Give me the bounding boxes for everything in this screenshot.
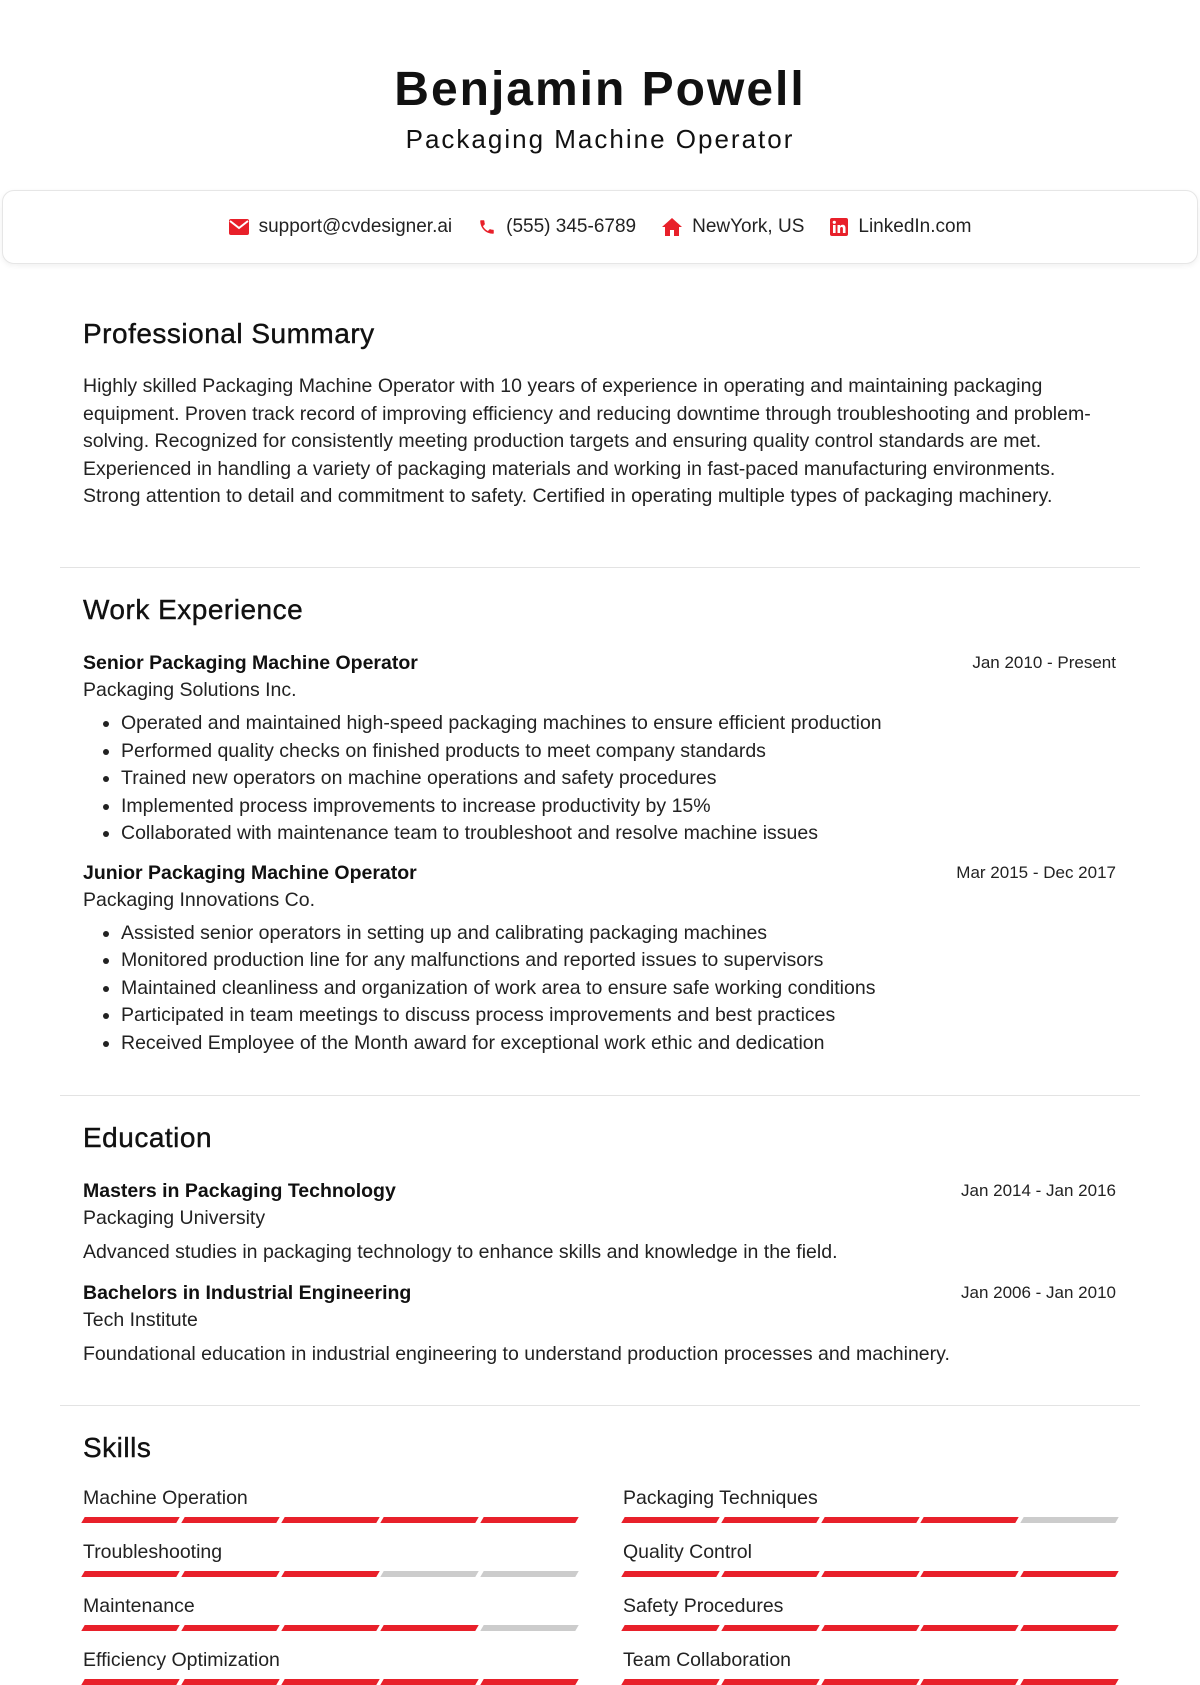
job-dates: Jan 2010 - Present: [972, 653, 1116, 672]
resume-header: [0, 0, 1200, 154]
skill-segment-filled: [81, 1625, 179, 1631]
skill-name: Packaging Techniques: [623, 1487, 818, 1509]
skill-segment-filled: [281, 1679, 379, 1685]
skill-level-bar: [623, 1571, 1117, 1577]
degree-title: Masters in Packaging Technology: [83, 1180, 396, 1202]
school-name: Tech Institute: [83, 1309, 198, 1331]
skill-segment-filled: [621, 1679, 719, 1685]
skill-segment-filled: [821, 1679, 919, 1685]
summary-section: [60, 318, 1140, 511]
home-icon: [662, 218, 682, 236]
skill-item: [83, 1594, 577, 1631]
skill-item: [623, 1594, 1117, 1631]
skill-item: [623, 1540, 1117, 1577]
experience-section: [60, 594, 1140, 1057]
skill-segment-filled: [621, 1571, 719, 1577]
job-company: Packaging Innovations Co.: [83, 888, 315, 911]
skill-segment-filled: [1020, 1571, 1118, 1577]
skill-segment-filled: [621, 1625, 719, 1631]
school-name: Packaging University: [83, 1207, 266, 1229]
contact-location: [662, 216, 804, 238]
skill-segment-filled: [181, 1571, 279, 1577]
candidate-title: Packaging Machine Operator: [405, 124, 795, 154]
list-item: • Performed quality checks on finished products to meet company standards: [121, 738, 1116, 766]
skill-name: Efficiency Optimization: [83, 1649, 280, 1671]
skill-name: Troubleshooting: [83, 1541, 223, 1563]
skill-segment-filled: [1020, 1679, 1118, 1685]
list-item: • Monitored production line for any malfunctions and reported issues to supervisors: [121, 947, 1116, 975]
skill-segment-filled: [281, 1517, 379, 1523]
education-dates: Jan 2006 - Jan 2010: [960, 1283, 1116, 1302]
skill-item: [83, 1540, 577, 1577]
list-item: • Maintained cleanliness and organization of work area to ensure safe working conditions: [121, 975, 1116, 1003]
skill-segment-filled: [480, 1517, 578, 1523]
skill-segment-empty: [1020, 1517, 1118, 1523]
contact-linkedin-text: LinkedIn.com: [858, 216, 972, 237]
skill-item: [83, 1486, 577, 1523]
experience-heading: Work Experience: [83, 594, 304, 625]
list-item: • Participated in team meetings to discuss process improvements and best practices: [121, 1002, 1116, 1030]
skill-segment-filled: [381, 1679, 479, 1685]
skill-segment-filled: [381, 1517, 479, 1523]
job-bullets: [83, 920, 1116, 1058]
skill-segment-filled: [181, 1517, 279, 1523]
skill-item: [623, 1648, 1117, 1685]
education-entry: [83, 1178, 1116, 1266]
degree-title: Bachelors in Industrial Engineering: [83, 1282, 412, 1304]
skill-segment-filled: [381, 1625, 479, 1631]
skill-segment-filled: [281, 1571, 379, 1577]
linkedin-icon: [830, 218, 848, 236]
envelope-icon: [229, 219, 249, 235]
skill-segment-empty: [480, 1571, 578, 1577]
phone-icon: [478, 218, 496, 236]
skill-level-bar: [83, 1517, 577, 1523]
contact-location-text: NewYork, US: [692, 216, 805, 237]
skill-name: Quality Control: [623, 1541, 752, 1563]
skill-segment-filled: [81, 1679, 179, 1685]
contact-phone-text: (555) 345-6789: [506, 216, 637, 237]
skill-segment-filled: [821, 1517, 919, 1523]
skill-name: Machine Operation: [83, 1487, 248, 1509]
list-item: • Assisted senior operators in setting up and calibrating packaging machines: [121, 920, 1116, 948]
education-heading: Education: [83, 1122, 213, 1153]
list-item: • Collaborated with maintenance team to troubleshoot and resolve machine issues: [121, 820, 1116, 848]
skill-segment-filled: [281, 1625, 379, 1631]
skill-segment-empty: [480, 1625, 578, 1631]
skill-level-bar: [623, 1625, 1117, 1631]
education-dates: Jan 2014 - Jan 2016: [960, 1181, 1116, 1200]
section-divider: [60, 1095, 1140, 1096]
skill-name: Safety Procedures: [623, 1595, 784, 1617]
skill-segment-filled: [921, 1679, 1019, 1685]
list-item: • Implemented process improvements to increase productivity by 15%: [121, 793, 1116, 821]
skill-name: Maintenance: [83, 1595, 195, 1617]
education-section: [60, 1122, 1140, 1368]
skill-level-bar: [83, 1679, 577, 1685]
skill-segment-empty: [381, 1571, 479, 1577]
skills-heading: Skills: [83, 1432, 152, 1463]
summary-text: Highly skilled Packaging Machine Operator with 10 years of experience in operating and maintaining packaging equipment. Proven track record of improving efficiency and reducing downtime through troubleshooting and problem-solving. Recognized for consistently meeting production targets and ensuring quality control standards are met. Experienced in handling a variety of packaging materials and working in fast-paced manufacturing environments. Strong attention to detail and commitment to safety. Certified in operating multiple types of packaging machinery.: [83, 375, 1091, 507]
skill-level-bar: [83, 1571, 577, 1577]
education-description: Advanced studies in packaging technology to enhance skills and knowledge in the field.: [83, 1241, 838, 1263]
skill-segment-filled: [181, 1679, 279, 1685]
skill-segment-filled: [181, 1625, 279, 1631]
job-bullets: [83, 710, 1116, 848]
skill-segment-filled: [621, 1517, 719, 1523]
education-description: Foundational education in industrial engineering to understand production processes and machinery.: [83, 1343, 950, 1365]
skills-section: [60, 1432, 1140, 1685]
section-divider: [60, 1405, 1140, 1406]
candidate-name: Benjamin Powell: [394, 63, 806, 116]
contact-email-text: support@cvdesigner.ai: [258, 216, 453, 237]
contact-phone[interactable]: [478, 216, 636, 238]
list-item: • Trained new operators on machine operations and safety procedures: [121, 765, 1116, 793]
skill-segment-filled: [721, 1625, 819, 1631]
skill-level-bar: [623, 1517, 1117, 1523]
contact-bar: [2, 190, 1198, 264]
job-company: Packaging Solutions Inc.: [83, 679, 297, 701]
section-divider: [60, 567, 1140, 568]
job-entry: [83, 860, 1116, 1058]
skill-segment-filled: [821, 1625, 919, 1631]
skill-segment-filled: [1020, 1625, 1118, 1631]
skill-item: [83, 1648, 577, 1685]
job-title: Senior Packaging Machine Operator: [83, 652, 418, 674]
skill-segment-filled: [81, 1517, 179, 1523]
job-title: Junior Packaging Machine Operator: [83, 861, 417, 884]
skill-segment-filled: [721, 1517, 819, 1523]
skill-segment-filled: [721, 1679, 819, 1685]
skill-segment-filled: [480, 1679, 578, 1685]
skill-level-bar: [83, 1625, 577, 1631]
contact-email[interactable]: [229, 216, 453, 238]
list-item: • Received Employee of the Month award for exceptional work ethic and dedication: [121, 1030, 1116, 1058]
job-entry: [83, 650, 1116, 848]
contact-linkedin[interactable]: [830, 216, 971, 238]
list-item: • Operated and maintained high-speed packaging machines to ensure efficient production: [121, 710, 1116, 738]
skill-segment-filled: [921, 1517, 1019, 1523]
skill-level-bar: [623, 1679, 1117, 1685]
skill-segment-filled: [721, 1571, 819, 1577]
education-entry: [83, 1280, 1116, 1368]
skill-segment-filled: [81, 1571, 179, 1577]
summary-heading: Professional Summary: [83, 318, 375, 349]
skill-segment-filled: [821, 1571, 919, 1577]
job-dates: Mar 2015 - Dec 2017: [956, 862, 1116, 882]
skills-grid: [83, 1486, 1116, 1685]
skill-segment-filled: [921, 1625, 1019, 1631]
skill-item: [623, 1486, 1117, 1523]
skill-segment-filled: [921, 1571, 1019, 1577]
skill-name: Team Collaboration: [623, 1649, 792, 1671]
